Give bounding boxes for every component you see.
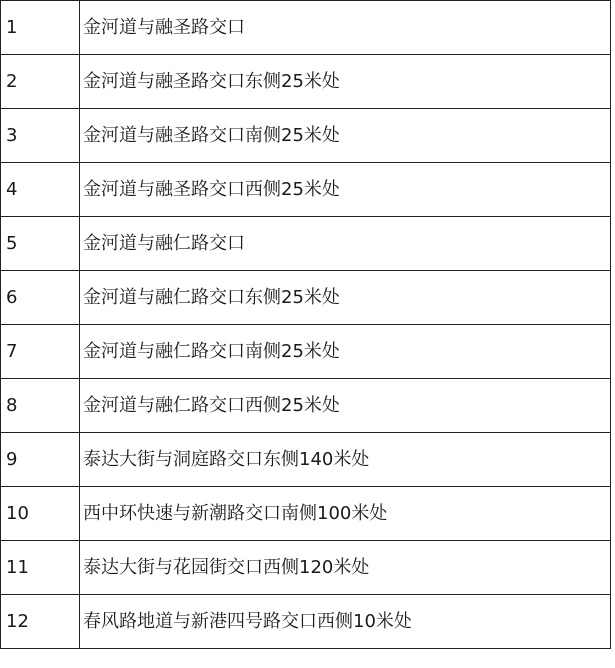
row-number-cell: 3 xyxy=(1,109,80,163)
location-cell: 金河道与融仁路交口东侧25米处 xyxy=(80,271,611,325)
table-row xyxy=(1,325,611,379)
location-cell: 西中环快速与新潮路交口南侧100米处 xyxy=(80,487,611,541)
row-number-cell: 7 xyxy=(1,325,80,379)
row-number-cell: 2 xyxy=(1,55,80,109)
table-row xyxy=(1,1,611,55)
row-number-cell: 4 xyxy=(1,163,80,217)
table-row xyxy=(1,55,611,109)
table-row xyxy=(1,379,611,433)
row-number-cell: 1 xyxy=(1,1,80,55)
table-row xyxy=(1,433,611,487)
location-cell: 金河道与融圣路交口南侧25米处 xyxy=(80,109,611,163)
table-row xyxy=(1,595,611,649)
table-row xyxy=(1,271,611,325)
location-cell: 泰达大街与洞庭路交口东侧140米处 xyxy=(80,433,611,487)
table-row xyxy=(1,217,611,271)
table-row xyxy=(1,109,611,163)
location-cell: 春风路地道与新港四号路交口西侧10米处 xyxy=(80,595,611,649)
row-number-cell: 8 xyxy=(1,379,80,433)
location-cell: 金河道与融仁路交口 xyxy=(80,217,611,271)
location-cell: 金河道与融仁路交口西侧25米处 xyxy=(80,379,611,433)
row-number-cell: 6 xyxy=(1,271,80,325)
location-cell: 金河道与融圣路交口西侧25米处 xyxy=(80,163,611,217)
row-number-cell: 11 xyxy=(1,541,80,595)
row-number-cell: 12 xyxy=(1,595,80,649)
row-number-cell: 9 xyxy=(1,433,80,487)
location-cell: 泰达大街与花园街交口西侧120米处 xyxy=(80,541,611,595)
row-number-cell: 5 xyxy=(1,217,80,271)
location-cell: 金河道与融圣路交口 xyxy=(80,1,611,55)
row-number-cell: 10 xyxy=(1,487,80,541)
table-row xyxy=(1,541,611,595)
location-cell: 金河道与融仁路交口南侧25米处 xyxy=(80,325,611,379)
location-cell: 金河道与融圣路交口东侧25米处 xyxy=(80,55,611,109)
table-row xyxy=(1,163,611,217)
table-row xyxy=(1,487,611,541)
